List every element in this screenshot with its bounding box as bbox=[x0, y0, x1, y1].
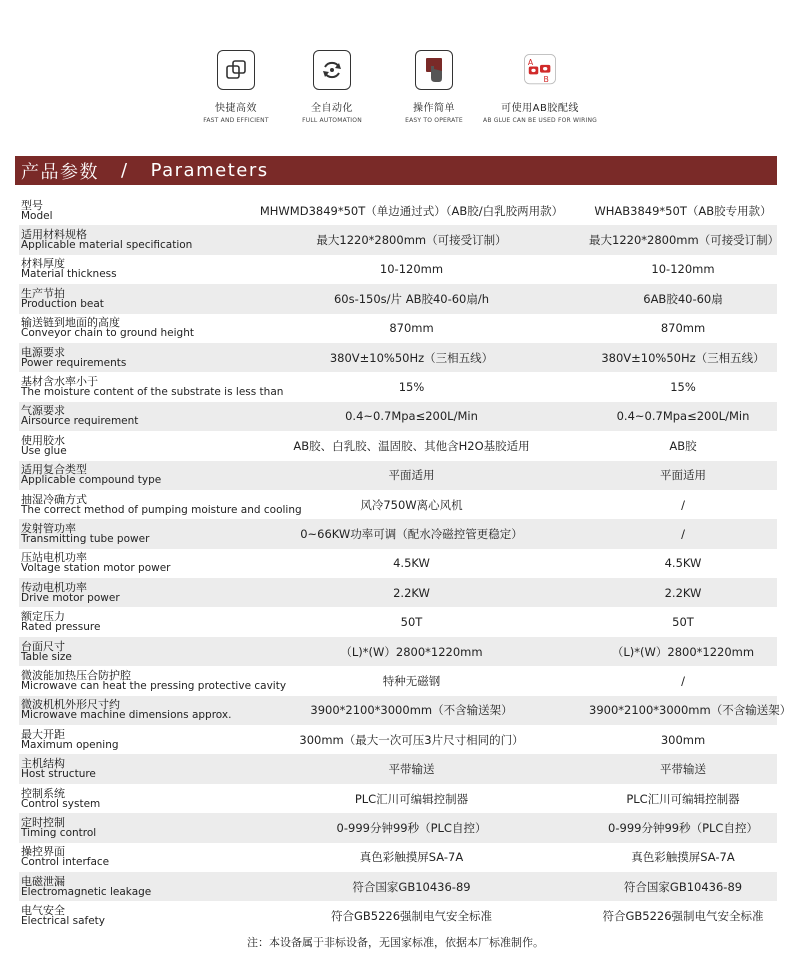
row-label-cn: 电源要求 bbox=[21, 345, 65, 359]
table-row bbox=[19, 314, 777, 343]
row-label-en: The moisture content of the substrate is less than bbox=[21, 386, 284, 399]
value-model-1: 0-999分钟99秒（PLC自控） bbox=[336, 820, 487, 835]
value-model-2: 平带输送 bbox=[660, 762, 706, 777]
value-model-1: 符合国家GB10436-89 bbox=[352, 879, 471, 894]
feature-icons bbox=[0, 50, 791, 140]
row-label-en: Electromagnetic leakage bbox=[21, 885, 152, 898]
row-label-en: Applicable material specification bbox=[21, 239, 193, 252]
row-label bbox=[19, 465, 234, 485]
row-label-en: Control system bbox=[21, 797, 101, 810]
value-model-1: 300mm（最大一次可压3片尺寸相同的门） bbox=[299, 732, 524, 747]
value-model-1: 10-120mm bbox=[379, 262, 444, 277]
row-label-cn: 电磁泄漏 bbox=[21, 874, 65, 888]
value-model-2: （L)*(W）2800*1220mm bbox=[611, 644, 755, 659]
table-row bbox=[19, 255, 777, 284]
value-model-1: 风冷750W离心风机 bbox=[360, 497, 463, 512]
row-label-cn: 额定压力 bbox=[21, 610, 65, 624]
row-label-en: Model bbox=[21, 209, 53, 222]
table-row bbox=[19, 872, 777, 901]
row-label-cn: 微波能加热压合防护腔 bbox=[21, 668, 131, 682]
table-row bbox=[19, 431, 777, 460]
row-label bbox=[19, 492, 302, 516]
svg-text:B: B bbox=[543, 75, 549, 85]
row-label-cn: 输送链到地面的高度 bbox=[21, 316, 120, 330]
feature-sublabel: EASY TO OPERATE bbox=[405, 117, 463, 124]
row-label bbox=[19, 612, 234, 632]
hand-touch-icon bbox=[415, 50, 453, 90]
row-label-en: Control interface bbox=[21, 856, 110, 869]
value-model-1: MHWMD3849*50T（单边通过式）（AB胶/白乳胶两用款） bbox=[259, 203, 564, 218]
row-label-en: The correct method of pumping moisture and cooling bbox=[21, 503, 302, 516]
table-row bbox=[19, 196, 777, 225]
row-label-cn: 主机结构 bbox=[21, 757, 65, 771]
table-row bbox=[19, 843, 777, 872]
table-row bbox=[19, 901, 777, 930]
row-label-en: Airsource requirement bbox=[21, 415, 139, 428]
row-label-en: Voltage station motor power bbox=[21, 562, 171, 575]
value-model-1: （L)*(W）2800*1220mm bbox=[340, 644, 483, 659]
row-label-en: Production beat bbox=[21, 297, 104, 310]
row-label bbox=[19, 286, 234, 310]
value-model-1: PLC汇川可编辑控制器 bbox=[354, 791, 469, 806]
value-model-2: 50T bbox=[672, 615, 694, 630]
row-label-en: Table size bbox=[21, 650, 72, 663]
value-model-1: 0~66KW功率可调（配水冷磁控管更稳定） bbox=[300, 526, 523, 541]
row-label bbox=[19, 259, 234, 279]
table-row bbox=[19, 754, 777, 783]
row-label bbox=[19, 668, 287, 692]
row-label-en: Drive motor power bbox=[21, 591, 120, 604]
value-model-1: 15% bbox=[398, 380, 425, 395]
row-label bbox=[19, 230, 234, 250]
table-row bbox=[19, 813, 777, 842]
banner-title-cn: 产品参数 bbox=[21, 161, 99, 183]
value-model-1: 特种无磁钢 bbox=[382, 673, 441, 688]
row-label-cn: 微波机机外形尺寸约 bbox=[21, 698, 120, 712]
row-label bbox=[19, 759, 234, 779]
value-model-2: 6AB胶40-60扇 bbox=[643, 291, 723, 306]
table-row bbox=[19, 696, 791, 725]
row-label bbox=[19, 375, 284, 399]
value-model-1: 50T bbox=[400, 615, 423, 630]
table-row bbox=[19, 519, 777, 548]
value-model-2: 真色彩触摸屏SA-7A bbox=[631, 850, 735, 865]
cycle-arrows-icon bbox=[313, 50, 351, 90]
value-model-2: 380V±10%50Hz（三相五线） bbox=[601, 350, 765, 365]
value-model-2: 3900*2100*3000mm（不含输送架） bbox=[589, 703, 791, 718]
row-label-cn: 电气安全 bbox=[21, 904, 65, 918]
table-row bbox=[19, 225, 780, 254]
row-label bbox=[19, 727, 234, 751]
row-label bbox=[19, 786, 234, 810]
table-row bbox=[19, 666, 777, 695]
value-model-2: 平面适用 bbox=[660, 468, 706, 483]
feature-sublabel: FAST AND EFFICIENT bbox=[203, 117, 269, 124]
row-label-cn: 最大开距 bbox=[21, 727, 65, 741]
row-label-en: Host structure bbox=[21, 768, 96, 781]
banner-separator: / bbox=[121, 160, 129, 181]
row-label bbox=[19, 700, 234, 720]
row-label-en: Applicable compound type bbox=[21, 474, 162, 487]
row-label bbox=[19, 406, 234, 426]
value-model-2: 4.5KW bbox=[664, 556, 702, 571]
row-label-cn: 材料厚度 bbox=[21, 257, 65, 271]
row-label-en: Transmitting tube power bbox=[21, 532, 150, 545]
table-row bbox=[19, 343, 777, 372]
row-label bbox=[19, 906, 234, 926]
value-model-1: 0.4~0.7Mpa≤200L/Min bbox=[345, 409, 478, 424]
table-row bbox=[19, 784, 777, 813]
row-label-cn: 定时控制 bbox=[21, 815, 65, 829]
value-model-2: PLC汇川可编辑控制器 bbox=[626, 791, 740, 806]
row-label-en: Electrical safety bbox=[21, 915, 105, 928]
row-label-cn: 传动电机功率 bbox=[21, 580, 87, 594]
value-model-1: 平带输送 bbox=[388, 762, 435, 777]
table-row bbox=[19, 607, 777, 636]
feature-label: 快捷高效 bbox=[215, 103, 257, 114]
value-model-2: / bbox=[681, 526, 685, 541]
table-row bbox=[19, 284, 777, 313]
row-label-cn: 生产节拍 bbox=[21, 286, 65, 300]
row-label-en: Microwave can heat the pressing protective cavity bbox=[21, 679, 287, 692]
table-row bbox=[19, 549, 777, 578]
row-label-cn: 操控界面 bbox=[21, 845, 65, 859]
value-model-1: 符合GB5226强制电气安全标准 bbox=[330, 909, 493, 924]
value-model-1: 2.2KW bbox=[393, 585, 430, 600]
row-label-cn: 气源要求 bbox=[21, 404, 65, 418]
table-row bbox=[19, 725, 777, 754]
table-row bbox=[19, 578, 777, 607]
value-model-2: 870mm bbox=[660, 321, 706, 336]
row-label-cn: 抽湿冷确方式 bbox=[21, 492, 87, 506]
value-model-2: 300mm bbox=[660, 732, 706, 747]
row-label bbox=[19, 580, 234, 604]
value-model-1: 870mm bbox=[389, 321, 434, 336]
value-model-1: 380V±10%50Hz（三相五线） bbox=[329, 350, 494, 365]
ab-glue-icon bbox=[521, 50, 559, 90]
value-model-2: / bbox=[681, 497, 685, 512]
value-model-2: 10-120mm bbox=[651, 262, 715, 277]
table-row bbox=[19, 372, 777, 401]
value-model-2: 15% bbox=[670, 380, 696, 395]
value-model-1: 3900*2100*3000mm（不含输送架） bbox=[310, 703, 513, 718]
squares-icon bbox=[217, 50, 255, 90]
value-model-2: WHAB3849*50T（AB胶专用款） bbox=[594, 203, 772, 218]
row-label-cn: 台面尺寸 bbox=[21, 639, 65, 653]
row-label bbox=[19, 815, 234, 839]
row-label bbox=[19, 345, 234, 369]
feature-label: 可使用AB胶配线 bbox=[501, 103, 579, 114]
value-model-2: 0.4~0.7Mpa≤200L/Min bbox=[616, 409, 750, 424]
row-label bbox=[19, 433, 234, 457]
table-row bbox=[19, 402, 777, 431]
row-label-cn: 适用复合类型 bbox=[21, 463, 87, 477]
row-label bbox=[19, 553, 234, 573]
banner-title-en: Parameters bbox=[150, 160, 269, 181]
row-label bbox=[19, 198, 234, 222]
value-model-2: 符合GB5226强制电气安全标准 bbox=[602, 909, 764, 924]
row-label-cn: 压站电机功率 bbox=[21, 551, 87, 565]
row-label-cn: 基材含水率小于 bbox=[21, 375, 98, 389]
footnote: 注：本设备属于非标设备，无国家标准，依据本厂标准制作。 bbox=[247, 936, 544, 949]
row-label-cn: 使用胶水 bbox=[21, 433, 65, 447]
row-label-en: Conveyor chain to ground height bbox=[21, 327, 194, 340]
row-label bbox=[19, 874, 234, 898]
feature-label: 操作简单 bbox=[413, 103, 455, 114]
row-label-cn: 发射管功率 bbox=[21, 521, 76, 535]
value-model-2: 最大1220*2800mm（可接受订制） bbox=[589, 233, 780, 248]
value-model-1: AB胶、白乳胶、温固胶、其他含H2O基胶适用 bbox=[293, 438, 530, 453]
value-model-2: 符合国家GB10436-89 bbox=[623, 879, 743, 894]
row-label-en: Power requirements bbox=[21, 356, 127, 369]
row-label bbox=[19, 521, 234, 545]
value-model-2: 0-999分钟99秒（PLC自控） bbox=[608, 820, 758, 835]
row-label-en: Use glue bbox=[21, 444, 67, 457]
row-label-en: Microwave machine dimensions approx. bbox=[21, 709, 232, 722]
row-label-cn: 型号 bbox=[21, 198, 43, 212]
section-banner bbox=[15, 156, 777, 185]
value-model-1: 平面适用 bbox=[388, 468, 435, 483]
row-label bbox=[19, 847, 234, 867]
value-model-1: 真色彩触摸屏SA-7A bbox=[359, 850, 464, 865]
value-model-2: AB胶 bbox=[669, 438, 697, 453]
svg-text:A: A bbox=[527, 57, 534, 67]
table-row bbox=[19, 637, 777, 666]
row-label-en: Maximum opening bbox=[21, 738, 119, 751]
row-label-en: Material thickness bbox=[21, 268, 117, 281]
row-label-en: Rated pressure bbox=[21, 621, 101, 634]
value-model-1: 60s-150s/片 AB胶40-60扇/h bbox=[333, 291, 490, 306]
feature-sublabel: AB GLUE CAN BE USED FOR WIRING bbox=[483, 117, 597, 124]
value-model-1: 最大1220*2800mm（可接受订制） bbox=[316, 233, 507, 248]
table-row bbox=[19, 490, 777, 519]
row-label bbox=[19, 639, 234, 663]
parameters-table bbox=[19, 196, 791, 931]
row-label bbox=[19, 318, 234, 338]
feature-label: 全自动化 bbox=[311, 103, 353, 114]
row-label-cn: 适用材料规格 bbox=[21, 228, 87, 242]
value-model-2: 2.2KW bbox=[664, 585, 702, 600]
table-row bbox=[19, 461, 777, 490]
feature-sublabel: FULL AUTOMATION bbox=[302, 117, 362, 124]
row-label-en: Timing control bbox=[21, 826, 97, 839]
row-label-cn: 控制系统 bbox=[21, 786, 65, 800]
value-model-2: / bbox=[681, 673, 685, 688]
value-model-1: 4.5KW bbox=[393, 556, 430, 571]
feature-ab-glue bbox=[470, 50, 610, 124]
